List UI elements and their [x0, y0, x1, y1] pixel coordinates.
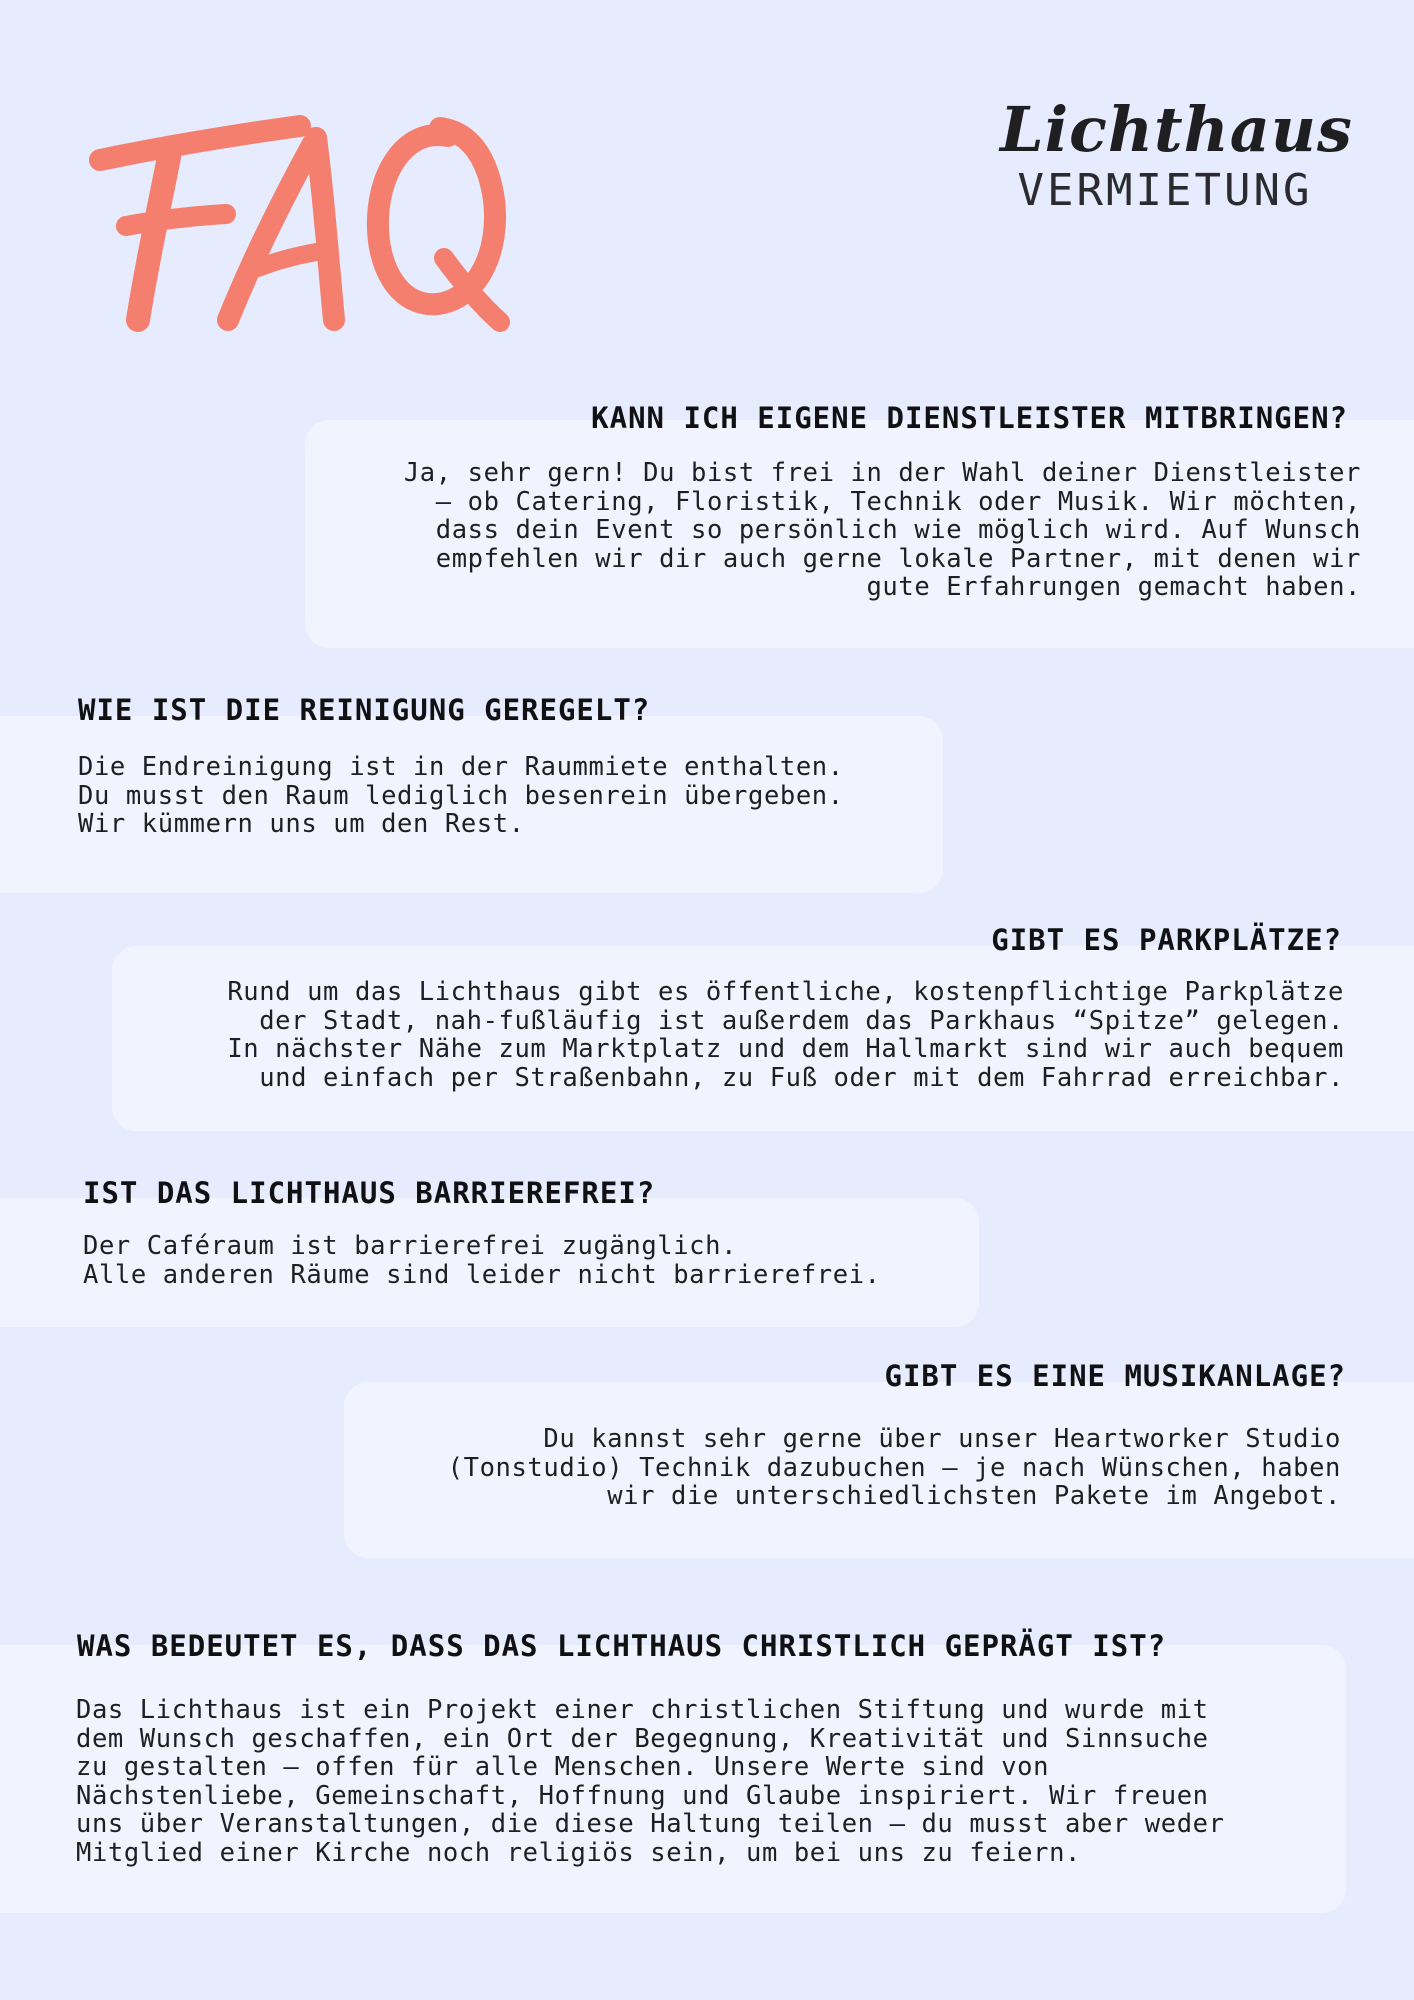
faq-question-2: WIE IST DIE REINIGUNG GEREGELT? — [78, 693, 651, 727]
brand-subtitle: VERMIETUNG — [1017, 165, 1313, 216]
faq-question-1: KANN ICH EIGENE DIENSTLEISTER MITBRINGEN? — [591, 401, 1348, 435]
faq-answer-1: Ja, sehr gern! Du bist frei in der Wahl deiner Dienstleister – ob Catering, Floristik, Technik oder Musik. Wir möchten, dass dein Event so persönlich wie möglich wird. Auf Wunsch empfehlen wir dir auch gerne lokale Partner, mit denen wir gute Erfahrungen gemacht haben. — [403, 458, 1361, 602]
brand-logo — [1000, 93, 1353, 216]
faq-heading — [88, 108, 528, 348]
brand-name: Lichthaus — [1000, 93, 1353, 166]
faq-question-5: GIBT ES EINE MUSIKANLAGE? — [884, 1359, 1346, 1393]
faq-answer-3: Rund um das Lichthaus gibt es öffentliche, kostenpflichtige Parkplätze der Stadt, nah-fußläufig ist außerdem das Parkhaus “Spitze” gelegen. In nächster Nähe zum Marktplatz und dem Hallmarkt sind wir auch bequem und einfach per Straßenbahn, zu Fuß oder mit dem Fahrrad erreichbar. — [227, 977, 1344, 1093]
faq-answer-5: Du kannst sehr gerne über unser Heartworker Studio (Tonstudio) Technik dazubuchen – je nach Wünschen, haben wir die unterschiedlichsten Pakete im Angebot. — [447, 1424, 1341, 1511]
faq-answer-4: Der Caféraum ist barrierefrei zugänglich. Alle anderen Räume sind leider nicht barrierefrei. — [83, 1231, 881, 1290]
faq-brush-lettering — [88, 108, 528, 348]
faq-question-6: WAS BEDEUTET ES, DASS DAS LICHTHAUS CHRISTLICH GEPRÄGT IST? — [77, 1629, 1167, 1663]
faq-answer-2: Die Endreinigung ist in der Raummiete enthalten. Du musst den Raum lediglich besenrein übergeben. Wir kümmern uns um den Rest. — [78, 752, 844, 839]
faq-question-3: GIBT ES PARKPLÄTZE? — [991, 923, 1342, 957]
faq-answer-6: Das Lichthaus ist ein Projekt einer christlichen Stiftung und wurde mit dem Wunsch geschaffen, ein Ort der Begegnung, Kreativität und Sinnsuche zu gestalten – offen für alle Menschen. Unsere Werte sind von Nächstenliebe, Gemeinschaft, Hoffnung und Glaube inspiriert. Wir freuen uns über Veranstaltungen, die diese Haltung teilen – du musst aber weder Mitglied einer Kirche noch religiös sein, um bei uns zu feiern. — [76, 1695, 1225, 1868]
faq-question-4: IST DAS LICHTHAUS BARRIEREFREI? — [83, 1176, 656, 1210]
